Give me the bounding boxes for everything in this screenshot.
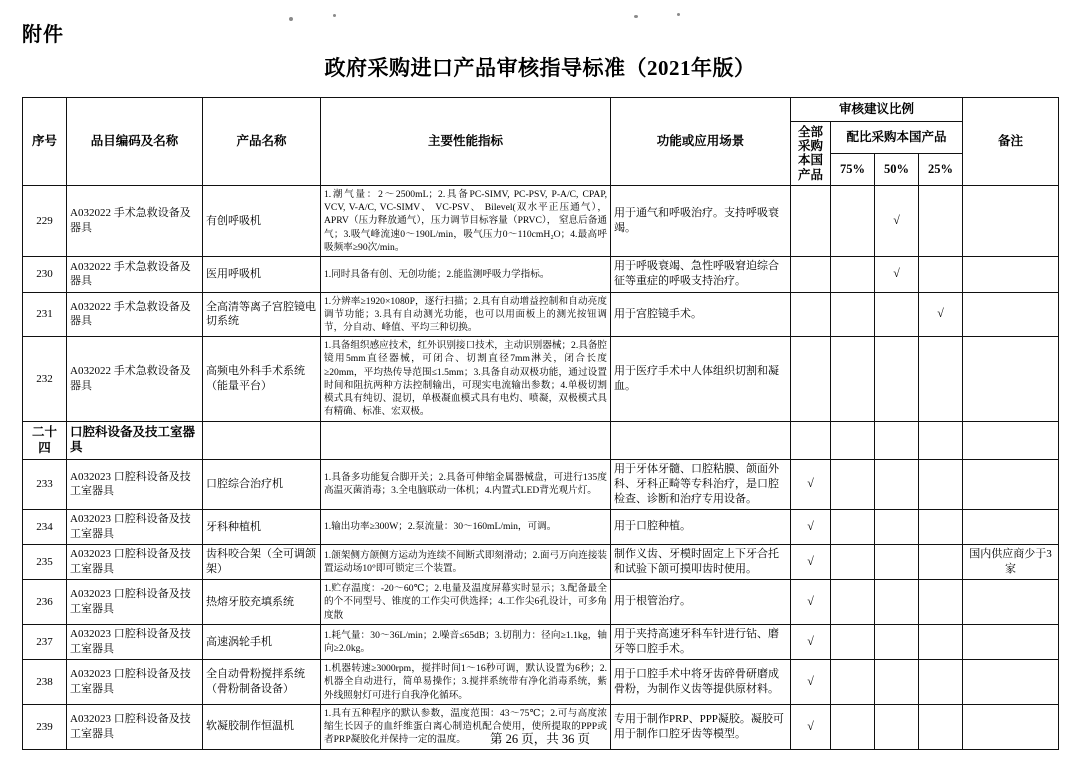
scan-speckle-2: [333, 14, 336, 17]
cell-pct-25-mark: [919, 580, 963, 625]
cell-pct-50-mark: [875, 292, 919, 337]
header-ratio-group: 审核建议比例: [791, 98, 963, 122]
cell-seq: 235: [23, 544, 67, 579]
cell-pct-25-mark: [919, 624, 963, 659]
check-icon: √: [893, 213, 900, 228]
cell-seq: 230: [23, 257, 67, 292]
cell-seq: 231: [23, 292, 67, 337]
header-partial-domestic: 配比采购本国产品: [831, 121, 963, 153]
header-function: 功能或应用场景: [611, 98, 791, 186]
header-pct-50: 50%: [875, 153, 919, 185]
cell-pct-75-mark: [831, 337, 875, 421]
cell-performance: 1.分辨率≥1920×1080P，逐行扫描；2.具有自动增益控制和自动亮度调节功能；3.具有自动测光功能，也可以用面板上的测光按钮调节，分自动、峰值、平均三种切换。: [321, 292, 611, 337]
cell-code-name: A032022 手术急救设备及器具: [67, 292, 203, 337]
cell-note: [963, 580, 1059, 625]
cell-pct-75-mark: [831, 544, 875, 579]
cell-pct-50-mark: [875, 624, 919, 659]
cell-pct-25-mark: [919, 257, 963, 292]
cell-note: [963, 337, 1059, 421]
table-header: [23, 98, 1059, 186]
cell-pct-50-mark: [875, 337, 919, 421]
scan-speckle-4: [677, 13, 680, 16]
cell-all-domestic-mark: [791, 510, 831, 545]
cell-performance: 1.贮存温度：-20～60℃；2.电量及温度屏幕实时显示；3.配备最全的个不同型号、锥度的工作尖可供选择；4.工作尖6孔设计，可多角度散: [321, 580, 611, 625]
table-row: [23, 510, 1059, 545]
cell-pct-75-mark: [831, 510, 875, 545]
cell-code-name: A032023 口腔科设备及技工室器具: [67, 459, 203, 510]
section-row: [23, 421, 1059, 459]
cell-pct-75-mark: [831, 257, 875, 292]
cell-product-name: 齿科咬合架（全可调颌架）: [203, 544, 321, 579]
cell-seq: 237: [23, 624, 67, 659]
cell-code-name: A032023 口腔科设备及技工室器具: [67, 624, 203, 659]
cell-function: 制作义齿、牙模时固定上下牙合托和试验下颌可摸叩齿时使用。: [611, 544, 791, 579]
table-row: [23, 544, 1059, 579]
section-empty-cell: [963, 421, 1059, 459]
standards-table-wrapper: [22, 97, 1058, 750]
cell-function: 用于通气和呼吸治疗。支持呼吸衰竭。: [611, 186, 791, 257]
cell-pct-25-mark: [919, 337, 963, 421]
cell-pct-50-mark: [875, 580, 919, 625]
cell-note: [963, 459, 1059, 510]
scan-speckle-3: [634, 15, 638, 18]
table-row: [23, 186, 1059, 257]
cell-note: [963, 257, 1059, 292]
cell-code-name: A032022 手术急救设备及器具: [67, 186, 203, 257]
cell-pct-50-mark: [875, 186, 919, 257]
cell-all-domestic-mark: [791, 544, 831, 579]
cell-function: 用于宫腔镜手术。: [611, 292, 791, 337]
table-row: [23, 580, 1059, 625]
cell-performance: 1.耗气量：30～36L/min；2.噪音≤65dB；3.切削力：径向≥1.1kg，轴向≥2.0kg。: [321, 624, 611, 659]
cell-pct-75-mark: [831, 580, 875, 625]
cell-all-domestic-mark: [791, 580, 831, 625]
check-icon: √: [937, 306, 944, 321]
section-index: 二十四: [23, 421, 67, 459]
cell-pct-50-mark: [875, 660, 919, 705]
table-row: [23, 660, 1059, 705]
cell-function: 用于口腔手术中将牙齿碎骨研磨成骨粉，为制作义齿等提供原材料。: [611, 660, 791, 705]
cell-product-name: 软凝胶制作恒温机: [203, 704, 321, 749]
section-empty-cell: [611, 421, 791, 459]
cell-all-domestic-mark: [791, 292, 831, 337]
cell-seq: 232: [23, 337, 67, 421]
cell-all-domestic-mark: [791, 624, 831, 659]
cell-pct-25-mark: [919, 292, 963, 337]
cell-function: 用于口腔种植。: [611, 510, 791, 545]
cell-pct-50-mark: [875, 257, 919, 292]
section-empty-cell: [831, 421, 875, 459]
section-empty-cell: [875, 421, 919, 459]
cell-all-domestic-mark: [791, 337, 831, 421]
cell-pct-25-mark: [919, 660, 963, 705]
cell-note: 国内供应商少于3家: [963, 544, 1059, 579]
check-icon: √: [893, 266, 900, 281]
cell-pct-50-mark: [875, 459, 919, 510]
table-row: [23, 337, 1059, 421]
cell-all-domestic-mark: [791, 459, 831, 510]
cell-product-name: 全高清等离子宫腔镜电切系统: [203, 292, 321, 337]
cell-code-name: A032023 口腔科设备及技工室器具: [67, 544, 203, 579]
cell-function: 用于呼吸衰竭、急性呼吸窘迫综合征等重症的呼吸支持治疗。: [611, 257, 791, 292]
cell-note: [963, 624, 1059, 659]
section-empty-cell: [321, 421, 611, 459]
cell-performance: 1.机器转速≥3000rpm，搅拌时间1～16秒可调，默认设置为6秒；2.机器全自动进行，简单易操作；3.搅拌系统带有净化消毒系统，紫外线照射灯可进行自我净化循环。: [321, 660, 611, 705]
cell-pct-75-mark: [831, 660, 875, 705]
cell-pct-25-mark: [919, 510, 963, 545]
cell-product-name: 医用呼吸机: [203, 257, 321, 292]
header-product-name: 产品名称: [203, 98, 321, 186]
cell-pct-75-mark: [831, 459, 875, 510]
cell-code-name: A032022 手术急救设备及器具: [67, 337, 203, 421]
cell-code-name: A032023 口腔科设备及技工室器具: [67, 704, 203, 749]
cell-note: [963, 292, 1059, 337]
cell-all-domestic-mark: [791, 257, 831, 292]
table-row: [23, 459, 1059, 510]
header-pct-25: 25%: [919, 153, 963, 185]
check-icon: √: [807, 634, 814, 649]
attachment-label: 附件: [22, 24, 64, 46]
cell-performance: 1.具备多功能复合脚开关；2.具备可伸缩金属器械盘，可进行135度高温灭菌消毒；3.全电脑联动一体机；4.内置式LED背光观片灯。: [321, 459, 611, 510]
cell-seq: 233: [23, 459, 67, 510]
check-icon: √: [807, 554, 814, 569]
cell-product-name: 高速涡轮手机: [203, 624, 321, 659]
cell-product-name: 牙科种植机: [203, 510, 321, 545]
cell-product-name: 口腔综合治疗机: [203, 459, 321, 510]
section-empty-cell: [919, 421, 963, 459]
cell-function: 用于牙体牙髓、口腔粘膜、颌面外科、牙科正畸等专科治疗，是口腔检查、诊断和治疗专用设备。: [611, 459, 791, 510]
cell-seq: 234: [23, 510, 67, 545]
cell-code-name: A032023 口腔科设备及技工室器具: [67, 660, 203, 705]
cell-code-name: A032023 口腔科设备及技工室器具: [67, 580, 203, 625]
table-row: [23, 292, 1059, 337]
page-footer: 第 26 页，共 36 页: [489, 732, 590, 746]
cell-note: [963, 660, 1059, 705]
cell-note: [963, 510, 1059, 545]
cell-function: 用于夹持高速牙科车针进行钻、磨牙等口腔手术。: [611, 624, 791, 659]
cell-product-name: 全自动骨粉搅拌系统（骨粉制备设备）: [203, 660, 321, 705]
header-seq: 序号: [23, 98, 67, 186]
scan-speckle-1: [289, 17, 293, 21]
table-row: [23, 257, 1059, 292]
cell-pct-75-mark: [831, 624, 875, 659]
cell-pct-25-mark: [919, 186, 963, 257]
cell-pct-25-mark: [919, 459, 963, 510]
cell-pct-50-mark: [875, 544, 919, 579]
cell-seq: 229: [23, 186, 67, 257]
check-icon: √: [807, 674, 814, 689]
section-title: 口腔科设备及技工室器具: [67, 421, 203, 459]
cell-function: 用于根管治疗。: [611, 580, 791, 625]
header-all-domestic: 全部采购本国产品: [791, 121, 831, 186]
cell-product-name: 热熔牙胶充填系统: [203, 580, 321, 625]
section-empty-cell: [203, 421, 321, 459]
cell-function: 专用于制作PRP、PPP凝胶。凝胶可用于制作口腔牙齿等模型。: [611, 704, 791, 749]
cell-product-name: 高频电外科手术系统（能量平台）: [203, 337, 321, 421]
cell-performance: 1.具有五种程序的默认参数，温度范围：43～75℃；2.可与高度浓缩生长因子的血纤维蛋白离心制造机配合使用，使所提取的PPP或者PRP凝胶化并保持一定的温度。: [321, 704, 611, 749]
page-title: 政府采购进口产品审核指导标准（2021年版）: [324, 56, 756, 80]
table-body: [23, 186, 1059, 750]
cell-performance: 1.潮气量：2～2500mL；2.具备PC-SIMV, PC-PSV, P-A/C, CPAP, VCV, V-A/C, VC-SIMV、 VC-PSV、 Bilevel(双水平正压通气），APRV（压力释放通气），压力调节目标容量（PRVC）， 窒息后备通气；3.吸气峰流速0～190L/min，吸气压力0～110cmH₂O；4.最高呼吸频率≥90次/min。: [321, 186, 611, 257]
header-performance: 主要性能指标: [321, 98, 611, 186]
cell-pct-50-mark: [875, 510, 919, 545]
check-icon: √: [807, 476, 814, 491]
cell-seq: 239: [23, 704, 67, 749]
cell-note: [963, 186, 1059, 257]
cell-all-domestic-mark: [791, 186, 831, 257]
cell-performance: 1.同时具备有创、无创功能；2.能监测呼吸力学指标。: [321, 257, 611, 292]
cell-code-name: A032023 口腔科设备及技工室器具: [67, 510, 203, 545]
cell-performance: 1.颌架侧方颌侧方运动为连续不间断式即刻滑动；2.面弓万向连接装置运动场10°即可锁定三个装置。: [321, 544, 611, 579]
section-empty-cell: [791, 421, 831, 459]
cell-function: 用于医疗手术中人体组织切割和凝血。: [611, 337, 791, 421]
header-pct-75: 75%: [831, 153, 875, 185]
header-row-1: [23, 98, 1059, 122]
cell-performance: 1.输出功率≥300W；2.泵流量：30～160mL/min，可调。: [321, 510, 611, 545]
table-row: [23, 624, 1059, 659]
check-icon: √: [807, 718, 814, 733]
cell-performance: 1.具备组织感应技术，红外识别接口技术，主动识别器械；2.具备腔镜用5mm直径器械，可闭合、切割直径7mm淋关，闭合长度≥20mm，平均热传导范围≤1.5mm；3.具备自动双极功能，通过设置时间和阻抗两种方法控制输出，可现实电流输出参数；4.单极切割模式具有纯切、混切，单极凝血模式具有电灼、喷凝，双极模式具有精确、标准、宏双极。: [321, 337, 611, 421]
cell-pct-75-mark: [831, 292, 875, 337]
cell-pct-75-mark: [831, 186, 875, 257]
standards-table: [22, 97, 1059, 750]
check-icon: √: [807, 594, 814, 609]
cell-seq: 236: [23, 580, 67, 625]
cell-product-name: 有创呼吸机: [203, 186, 321, 257]
cell-code-name: A032022 手术急救设备及器具: [67, 257, 203, 292]
header-code-name: 品目编码及名称: [67, 98, 203, 186]
check-icon: √: [807, 519, 814, 534]
cell-all-domestic-mark: [791, 660, 831, 705]
cell-seq: 238: [23, 660, 67, 705]
header-note: 备注: [963, 98, 1059, 186]
cell-pct-25-mark: [919, 544, 963, 579]
